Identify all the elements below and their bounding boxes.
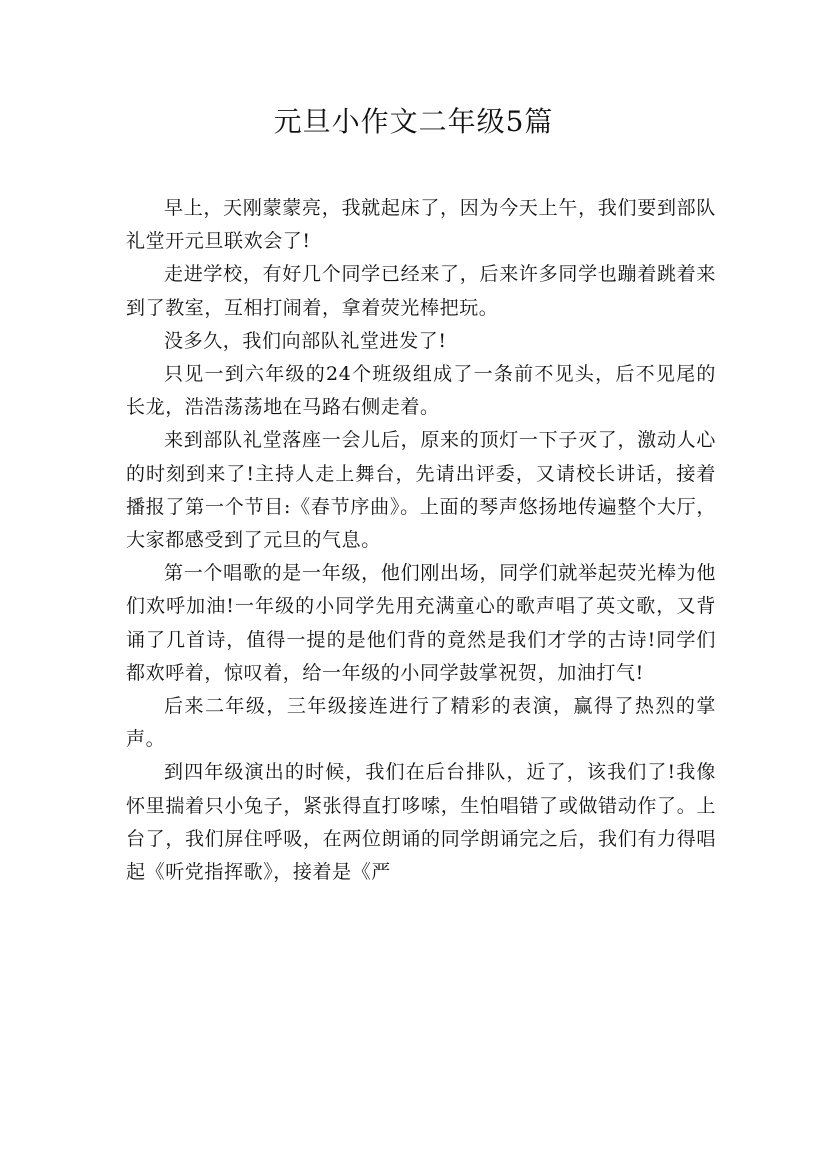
paragraph: 来到部队礼堂落座一会儿后，原来的顶灯一下子灭了，激动人心的时刻到来了!主持人走上舞台，先请出评委，又请校长讲话，接着播报了第一个节目:《春节序曲》。上面的琴声悠扬地传遍整个大厅，大家都感受到了元旦的气息。 bbox=[126, 429, 716, 552]
paragraph: 没多久，我们向部队礼堂进发了! bbox=[164, 329, 447, 352]
paragraph: 到四年级演出的时候，我们在后台排队，近了，该我们了!我像怀里揣着只小兔子，紧张得直打哆嗦，生怕唱错了或做错动作了。上台了，我们屏住呼吸，在两位朗诵的同学朗诵完之后，我们有力得唱起《听党指挥歌》，接着是《严 bbox=[126, 761, 716, 884]
paragraph: 只见一到六年级的24个班级组成了一条前不见头，后不见尾的长龙，浩浩荡荡地在马路右侧走着。 bbox=[126, 363, 716, 419]
paragraph: 走进学校，有好几个同学已经来了，后来许多同学也蹦着跳着来到了教室，互相打闹着，拿着荧光棒把玩。 bbox=[126, 263, 716, 319]
document-body bbox=[126, 192, 716, 889]
document-title: 元旦小作文二年级5篇 bbox=[273, 105, 554, 138]
paragraph: 第一个唱歌的是一年级，他们刚出场，同学们就举起荧光棒为他们欢呼加油!一年级的小同学先用充满童心的歌声唱了英文歌，又背诵了几首诗，值得一提的是他们背的竟然是我们才学的古诗!同学们都欢呼着，惊叹着，给一年级的小同学鼓掌祝贺，加油打气! bbox=[126, 562, 716, 684]
paragraph: 后来二年级，三年级接连进行了精彩的表演，赢得了热烈的掌声。 bbox=[126, 695, 716, 751]
paragraph: 早上，天刚蒙蒙亮，我就起床了，因为今天上午，我们要到部队礼堂开元旦联欢会了! bbox=[126, 197, 716, 253]
